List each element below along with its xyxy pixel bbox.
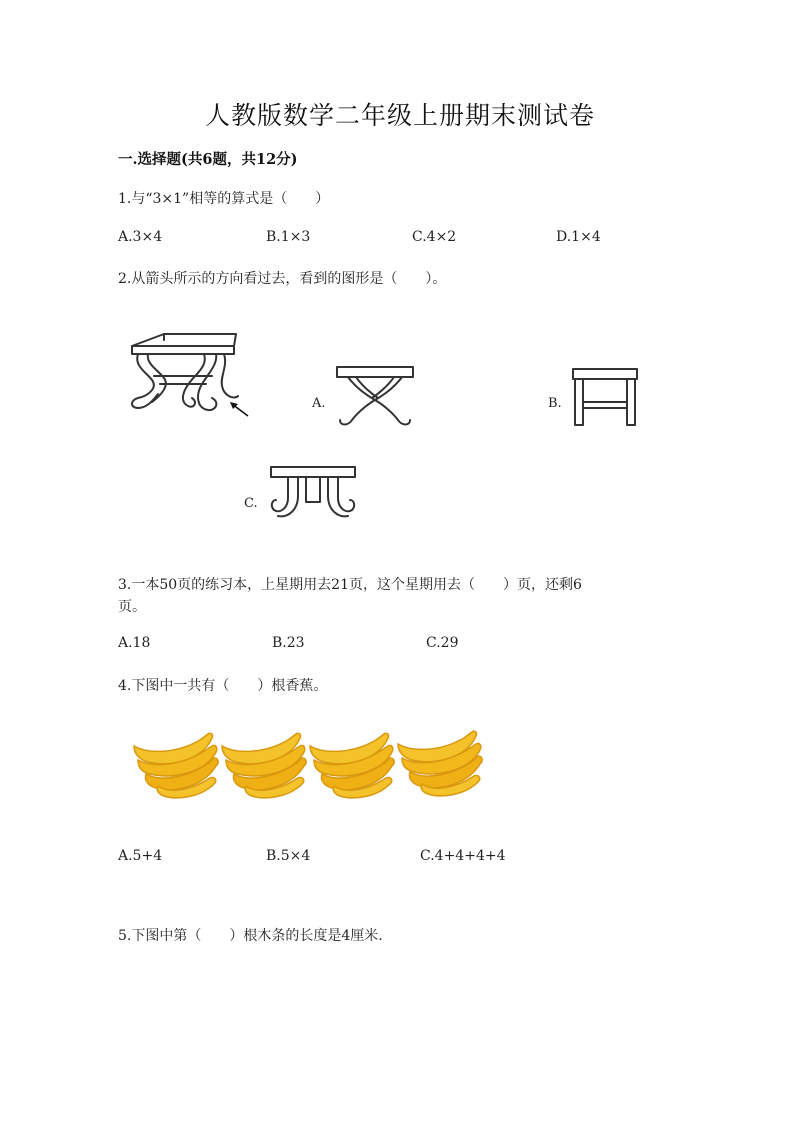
banana-bunch-icon bbox=[306, 728, 396, 800]
question-4-text: 4.下图中一共有（ ）根香蕉。 bbox=[118, 678, 328, 694]
q3-option-c[interactable]: C.29 bbox=[426, 635, 459, 651]
q1-option-a[interactable]: A.3×4 bbox=[118, 229, 163, 245]
question-2-text: 2.从箭头所示的方向看过去，看到的图形是（ ）。 bbox=[118, 271, 447, 287]
banana-bunch-icon bbox=[130, 728, 220, 800]
banana-bunch-icon bbox=[394, 726, 484, 798]
stool-side-view-icon bbox=[570, 366, 640, 428]
question-3-text-line1: 3.一本50页的练习本，上星期用去21页，这个星期用去（ ）页，还剩6 bbox=[118, 577, 582, 593]
q4-option-a[interactable]: A.5+4 bbox=[118, 848, 163, 864]
arrow-icon bbox=[228, 400, 250, 418]
q4-option-b[interactable]: B.5×4 bbox=[266, 848, 311, 864]
question-3-text-line2: 页。 bbox=[118, 599, 146, 615]
q1-option-b[interactable]: B.1×3 bbox=[266, 229, 311, 245]
section-heading: 一.选择题(共6题，共12分) bbox=[118, 151, 298, 168]
q1-option-c[interactable]: C.4×2 bbox=[412, 229, 457, 245]
q3-option-a[interactable]: A.18 bbox=[118, 635, 151, 651]
q1-option-d[interactable]: D.1×4 bbox=[556, 229, 601, 245]
q2-option-a[interactable]: A. bbox=[312, 396, 326, 411]
page-title: 人教版数学二年级上册期末测试卷 bbox=[204, 101, 595, 130]
q2-option-c[interactable]: C. bbox=[244, 496, 258, 511]
question-5-text: 5.下图中第（ ）根木条的长度是4厘米. bbox=[118, 928, 383, 944]
q4-option-c[interactable]: C.4+4+4+4 bbox=[420, 848, 506, 864]
question-1-text: 1.与“3×1”相等的算式是（ ） bbox=[118, 191, 330, 207]
stool-c-view-icon bbox=[268, 464, 358, 524]
banana-bunch-icon bbox=[218, 728, 308, 800]
stool-front-view-icon bbox=[334, 364, 416, 430]
q2-option-b[interactable]: B. bbox=[548, 396, 562, 411]
q3-option-b[interactable]: B.23 bbox=[272, 635, 305, 651]
